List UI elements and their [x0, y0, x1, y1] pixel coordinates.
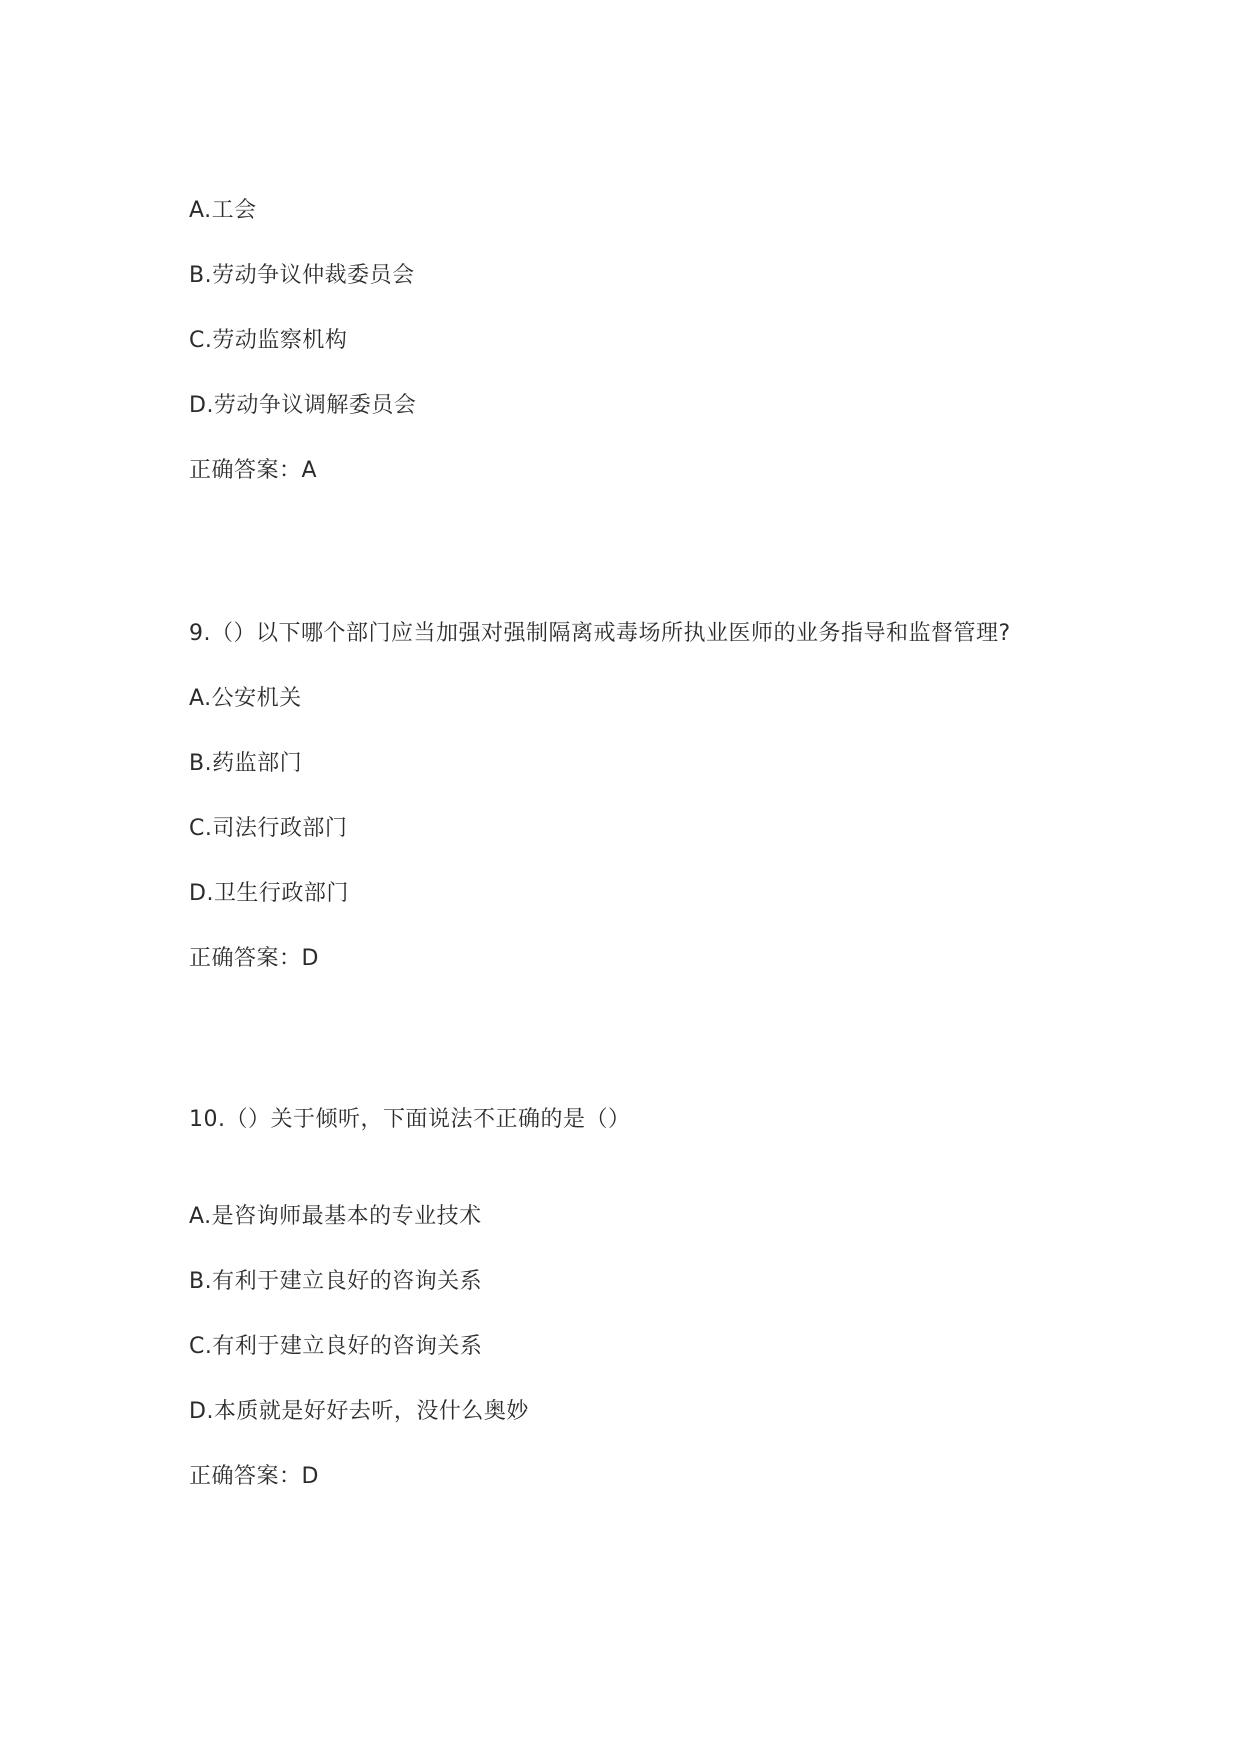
option-d: D.劳动争议调解委员会 [189, 393, 417, 418]
question-9-text: 9.（）以下哪个部门应当加强对强制隔离戒毒场所执业医师的业务指导和监督管理? [189, 621, 1011, 646]
option-a: A.是咨询师最基本的专业技术 [189, 1204, 482, 1229]
correct-answer: 正确答案：D [189, 1464, 319, 1489]
option-c: C.劳动监察机构 [189, 328, 348, 353]
correct-answer: 正确答案：A [189, 458, 318, 483]
option-c: C.有利于建立良好的咨询关系 [189, 1334, 483, 1359]
option-b: B.药监部门 [189, 751, 303, 776]
option-d: D.卫生行政部门 [189, 881, 349, 906]
option-a: A.工会 [189, 198, 257, 223]
option-b: B.劳动争议仲裁委员会 [189, 263, 415, 288]
option-b: B.有利于建立良好的咨询关系 [189, 1269, 483, 1294]
question-10-text: 10.（）关于倾听，下面说法不正确的是（） [189, 1107, 631, 1132]
correct-answer: 正确答案：D [189, 946, 319, 971]
option-c: C.司法行政部门 [189, 816, 348, 841]
option-d: D.本质就是好好去听，没什么奥妙 [189, 1399, 529, 1424]
option-a: A.公安机关 [189, 686, 302, 711]
